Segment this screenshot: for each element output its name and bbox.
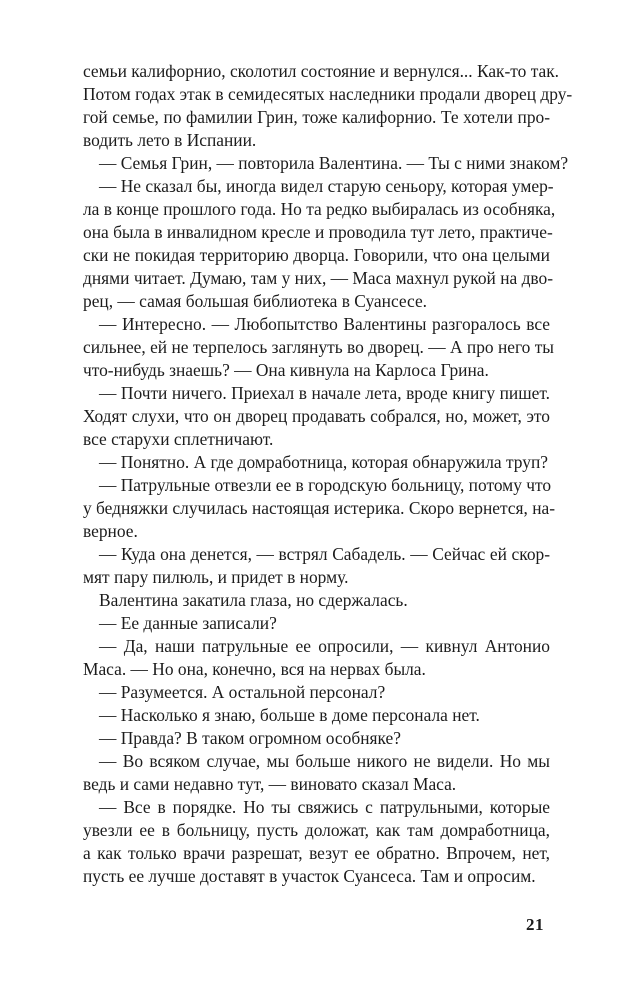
text-line: — Интересно. — Любопытство Валентины разгоралось все: [99, 314, 550, 334]
text-line: Ходят слухи, что он дворец продавать собрался, но, может, это: [83, 406, 550, 426]
text-line: ски не покидая территорию дворца. Говорили, что она целыми: [83, 245, 550, 265]
text-line: — Правда? В таком огромном особняке?: [99, 728, 401, 748]
page-number: 21: [526, 915, 544, 934]
text-line: верное.: [83, 521, 138, 541]
text-line: семьи калифорнио, сколотил состояние и вернулся... Как-то так.: [83, 61, 560, 81]
text-line: — Почти ничего. Приехал в начале лета, вроде книгу пишет.: [99, 383, 550, 403]
text-line: у бедняжки случилась настоящая истерика. Скоро вернется, на-: [83, 498, 556, 518]
text-line: — Насколько я знаю, больше в доме персонала нет.: [99, 705, 480, 725]
text-line: — Семья Грин, — повторила Валентина. — Ты с ними знаком?: [99, 153, 569, 173]
text-line: она была в инвалидном кресле и проводила тут лето, практиче-: [83, 222, 553, 242]
text-line: — Ее данные записали?: [99, 613, 277, 633]
text-line: — Все в порядке. Но ты свяжись с патрульными, которые: [99, 797, 550, 817]
text-line: — Куда она денется, — встрял Сабадель. — Сейчас ей скор-: [99, 544, 550, 564]
text-line: Потом годах этак в семидесятых наследники продали дворец дру-: [83, 84, 573, 104]
text-line: Маса. — Но она, конечно, вся на нервах была.: [83, 659, 426, 679]
text-line: — Разумеется. А остальной персонал?: [99, 682, 386, 702]
text-line: все старухи сплетничают.: [83, 429, 274, 449]
text-line: — Во всяком случае, мы больше никого не видели. Но мы: [99, 751, 550, 771]
text-line: водить лето в Испании.: [83, 130, 257, 150]
text-line: ведь и сами недавно тут, — виновато сказал Маса.: [83, 774, 457, 794]
text-line: — Не сказал бы, иногда видел старую сеньору, которая умер-: [99, 176, 554, 196]
text-line: увезли ее в больницу, пусть доложат, как там домработница,: [83, 820, 550, 840]
text-line: сильнее, ей не терпелось заглянуть во дворец. — А про него ты: [83, 337, 554, 357]
text-line: что-нибудь знаешь? — Она кивнула на Карлоса Грина.: [83, 360, 489, 380]
text-line: Валентина закатила глаза, но сдержалась.: [99, 590, 408, 610]
text-line: пусть ее лучше доставят в участок Суансеса. Там и опросим.: [83, 866, 536, 886]
text-line: рец, — самая большая библиотека в Суансесе.: [83, 291, 428, 311]
text-line: мят пару пилюль, и придет в норму.: [83, 567, 349, 587]
text-line: а как только врачи разрешат, везут ее обратно. Впрочем, нет,: [83, 843, 550, 863]
text-line: — Понятно. А где домработница, которая обнаружила труп?: [99, 452, 548, 472]
text-line: гой семье, по фамилии Грин, тоже калифорнио. Те хотели про-: [83, 107, 550, 127]
text-line: — Да, наши патрульные ее опросили, — кивнул Антонио: [99, 636, 550, 656]
text-line: ла в конце прошлого года. Но та редко выбиралась из особняка,: [83, 199, 556, 219]
text-line: — Патрульные отвезли ее в городскую больницу, потому что: [99, 475, 552, 495]
text-line: днями читает. Думаю, там у них, — Маса махнул рукой на дво-: [83, 268, 554, 288]
